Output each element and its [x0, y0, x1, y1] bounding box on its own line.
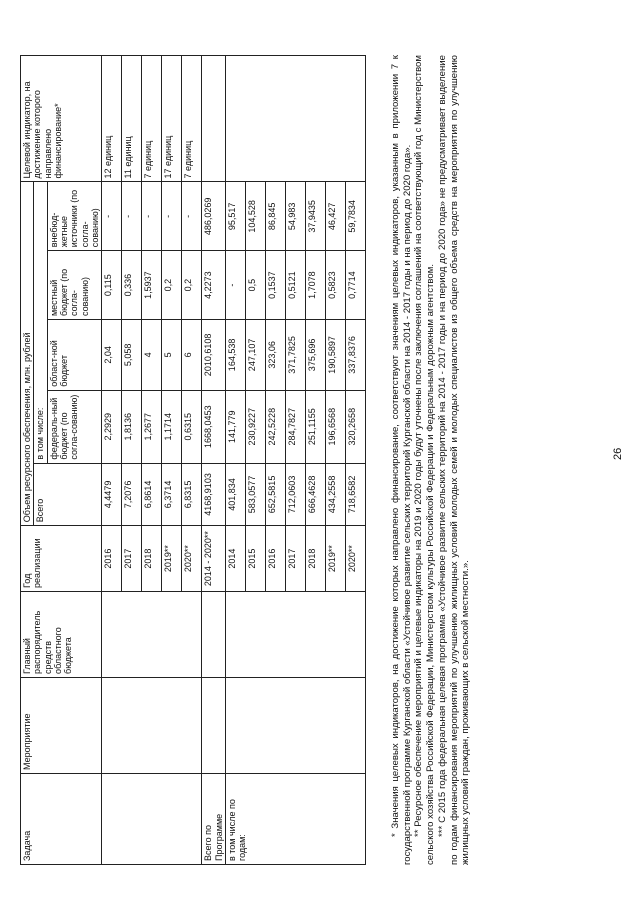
table-cell: [202, 592, 226, 678]
table-cell: 54,983: [286, 182, 306, 251]
table-cell: 2014: [226, 526, 246, 592]
table-cell: 2016: [266, 526, 286, 592]
col-total: Всего: [34, 463, 102, 526]
table-cell: -: [182, 182, 202, 251]
table-row: [226, 56, 246, 865]
table-cell: 712,0603: [286, 463, 306, 526]
table-cell: 2017: [286, 526, 306, 592]
table-cell: 2019**: [326, 526, 346, 592]
table-cell: [102, 592, 202, 678]
table-cell: 375,696: [306, 320, 326, 391]
table-cell: [226, 592, 366, 678]
table-cell: 37,9435: [306, 182, 326, 251]
table-cell: 2018: [142, 526, 162, 592]
table-cell: 0,6315: [182, 390, 202, 463]
table-cell: 46,427: [326, 182, 346, 251]
table-cell: 190,5897: [326, 320, 346, 391]
col-measure: Мероприятие: [21, 677, 102, 773]
table-cell: 320,2658: [346, 390, 366, 463]
footnote-3: *** С 2015 года федеральная целевая программа «Устойчивое развитие сельских территорий на 2014 - 2017 годы и на период до 2020 года» не предусматривает выделение по годам финансирования мероприятий по улучшению жилищных условий молодых семей и молодых специалистов из общего объема средств на мероприятия по улучшению жилищных условий граждан, проживающих в сельской местности.».: [436, 55, 472, 865]
table-cell: 1,7078: [306, 251, 326, 320]
table-cell: 486,0269: [202, 182, 226, 251]
table-cell: 0,5823: [326, 251, 346, 320]
table-cell: 2020**: [182, 526, 202, 592]
table-cell: [202, 56, 226, 182]
table-cell: 7 единиц: [142, 56, 162, 182]
table-cell: 666,4628: [306, 463, 326, 526]
table-cell: 251,1155: [306, 390, 326, 463]
table-cell: 0,7714: [346, 251, 366, 320]
table-cell: -: [162, 182, 182, 251]
table-cell: 2020**: [346, 526, 366, 592]
table-cell: 164,538: [226, 320, 246, 391]
table-cell: 284,7827: [286, 390, 306, 463]
table-cell: 6,3714: [162, 463, 182, 526]
table-cell: 652,5815: [266, 463, 286, 526]
table-cell: 0,1537: [266, 251, 286, 320]
header-row: [21, 56, 34, 865]
table-cell: 0,5121: [286, 251, 306, 320]
table-cell: 0,336: [122, 251, 142, 320]
col-volume: Объем ресурсного обеспечения, млн. рублей: [21, 182, 34, 526]
page-number: 26: [612, 447, 624, 460]
table-cell: 7,2076: [122, 463, 142, 526]
table-cell: 6,8315: [182, 463, 202, 526]
table-cell: 141,779: [226, 390, 246, 463]
table-cell: 5,058: [122, 320, 142, 391]
table-cell: 5: [162, 320, 182, 391]
table-cell: 2010,6108: [202, 320, 226, 391]
table-cell: 0,5: [246, 251, 266, 320]
col-local: местный бюджет (по согла-сованию): [47, 251, 102, 320]
table-cell: [226, 56, 366, 182]
col-year: Год реализации: [21, 526, 102, 592]
table-cell: 718,6582: [346, 463, 366, 526]
table-cell: 4,2273: [202, 251, 226, 320]
table-cell: 2,04: [102, 320, 122, 391]
table-cell: 1,8136: [122, 390, 142, 463]
table-cell: 247,107: [246, 320, 266, 391]
table-cell: 583,0577: [246, 463, 266, 526]
table-cell: 337,8376: [346, 320, 366, 391]
footnote-2: ** Ресурсное обеспечение мероприятий и целевые индикаторы на 2019 и 2020 годы будут уточнены после заключения соглашений на соответствующий год с Министерством сельского хозяйства Российской Федерации, Министерством культуры Российской Федерации и Федеральным дорожным агентством.: [413, 55, 437, 865]
table-cell: [102, 774, 202, 865]
table-cell: 323,06: [266, 320, 286, 391]
table-cell: 4168,9103: [202, 463, 226, 526]
by-year-label: в том числе по годам:: [226, 774, 366, 865]
col-manager: Главный распорядитель средств областного бюджета: [21, 592, 102, 678]
col-incl: в том числе:: [34, 182, 47, 463]
col-regional: област-ной бюджет: [47, 320, 102, 391]
table-cell: 4: [142, 320, 162, 391]
table-cell: -: [226, 251, 246, 320]
table-row-total: [202, 56, 226, 865]
table-cell: [202, 677, 226, 773]
table-cell: -: [122, 182, 142, 251]
table-cell: 59,7834: [346, 182, 366, 251]
col-extra: внебюд-жетные источники (по согла-сованию): [47, 182, 102, 251]
table-cell: 242,5228: [266, 390, 286, 463]
table-cell: 6: [182, 320, 202, 391]
table-cell: 0,2: [162, 251, 182, 320]
table-cell: 434,2558: [326, 463, 346, 526]
table-cell: 230,9227: [246, 390, 266, 463]
col-task: Задача: [21, 774, 102, 865]
table-cell: 401,834: [226, 463, 246, 526]
table-cell: 2015: [246, 526, 266, 592]
table-cell: 1668,0453: [202, 390, 226, 463]
table-cell: 1,1714: [162, 390, 182, 463]
table-cell: 4,4479: [102, 463, 122, 526]
table-cell: 2018: [306, 526, 326, 592]
table-cell: 7 единиц: [182, 56, 202, 182]
table-cell: 196,6568: [326, 390, 346, 463]
table-cell: 2014 - 2020**: [202, 526, 226, 592]
footnote-1: * Значения целевых индикаторов, на достижение которых направлено финансирование, соответствуют значениям целевых индикаторов, указанным в приложении 7 к государственной программе Курганской области «Устойчивое развитие сельских территорий Курганской области на 2014 - 2017 годы и на период до 2020 года».: [390, 55, 413, 865]
table-cell: 6,8614: [142, 463, 162, 526]
col-federal: федераль-ный бюджет (по согла-сованию): [47, 390, 102, 463]
total-label: Всего по Программе: [202, 774, 226, 865]
resource-table: [20, 55, 366, 865]
table-cell: -: [102, 182, 122, 251]
table-cell: 0,115: [102, 251, 122, 320]
table-cell: 11 единиц: [122, 56, 142, 182]
table-cell: [102, 677, 202, 773]
table-cell: 2016: [102, 526, 122, 592]
table-cell: 17 единиц: [162, 56, 182, 182]
table-cell: 2017: [122, 526, 142, 592]
table-cell: -: [142, 182, 162, 251]
table-cell: 12 единиц: [102, 56, 122, 182]
table-cell: 2,2929: [102, 390, 122, 463]
footnotes: [390, 55, 472, 865]
table-cell: 1,5937: [142, 251, 162, 320]
table-cell: 2019**: [162, 526, 182, 592]
table-cell: 104,528: [246, 182, 266, 251]
table-row: [102, 56, 122, 865]
table-cell: 86,845: [266, 182, 286, 251]
table-cell: [226, 677, 366, 773]
table-cell: 1,2677: [142, 390, 162, 463]
table-cell: 0,2: [182, 251, 202, 320]
table-cell: 371,7825: [286, 320, 306, 391]
table-cell: 95,517: [226, 182, 246, 251]
col-indicator: Целевой индикатор, на достижение которого направлено финансирование*: [21, 56, 102, 182]
